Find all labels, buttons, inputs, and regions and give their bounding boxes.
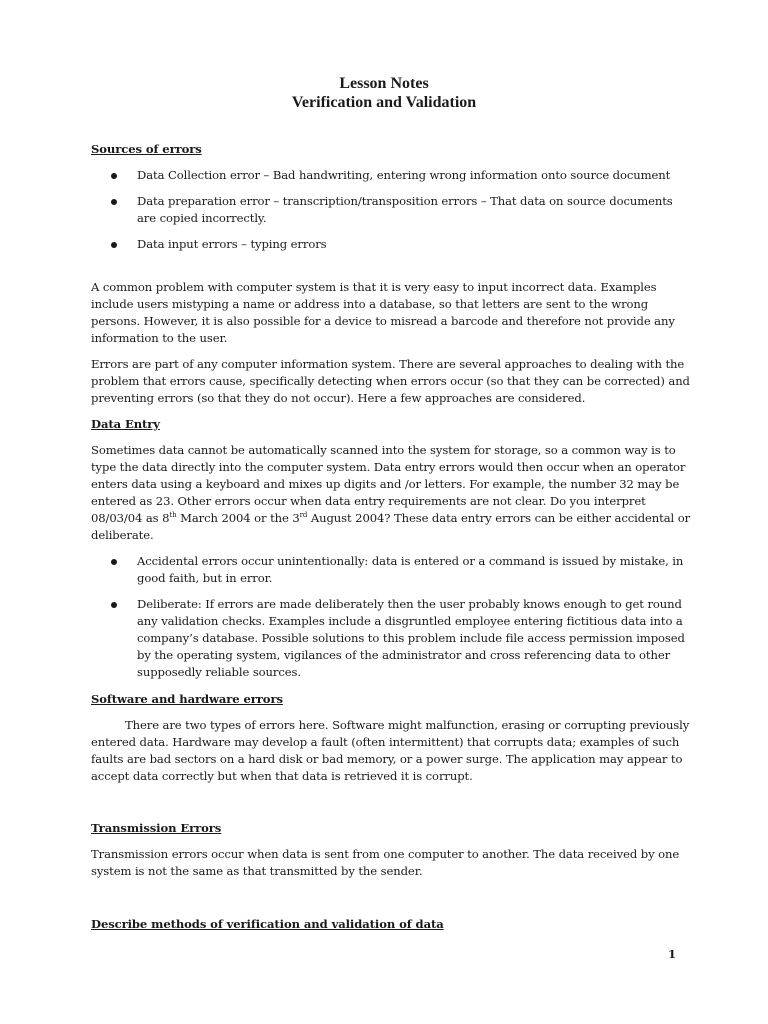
paragraph: There are two types of errors here. Software might malfunction, erasing or corrupting previously entered data. Hardware may develop a fault (often intermittent) that corrupts data; examples of such faults are bad sectors on a hard disk or bad memory, or a power surge. The application may appear to accept data correctly but when that data is retrieved it is corrupt. [91, 718, 690, 783]
superscript: th [169, 511, 177, 519]
bullet-icon [111, 173, 117, 179]
heading-software-hardware-errors: Software and hardware errors [91, 692, 283, 706]
document-body [91, 141, 691, 933]
paragraph-text: March 2004 or the 3 [176, 511, 300, 525]
list-item-text: Data preparation error – transcription/transposition errors – That data on source documents are copied incorrectly. [137, 194, 673, 225]
heading-transmission-errors: Transmission Errors [91, 821, 222, 835]
paragraph: Errors are part of any computer information system. There are several approaches to dealing with the problem that errors cause, specifically detecting when errors occur (so that they can be corrected) and preventing errors (so that they do not occur). Here a few approaches are considered. [91, 357, 690, 405]
list-item-text: Deliberate: If errors are made deliberately then the user probably knows enough to get round any validation checks. Examples include a disgruntled employee entering fictitious data into a company’s database. Possible solutions to this problem include file access permission imposed by the operating system, vigilances of the administrator and cross referencing data to other supposedly reliable sources. [137, 597, 685, 679]
list-item [91, 167, 691, 184]
heading-describe-methods: Describe methods of verification and validation of data [91, 917, 444, 931]
list-item-text: Data input errors – typing errors [137, 237, 327, 251]
data-entry-list [91, 553, 691, 681]
document-title [0, 74, 768, 112]
paragraph-text: August 2004? These data entry errors can be either accidental or deliberate. [91, 511, 691, 542]
title-line-2: Verification and Validation [291, 94, 477, 111]
list-item-text: Accidental errors occur unintentionally: data is entered or a command is issued by mistake, in good faith, but in error. [137, 554, 684, 585]
list-item [91, 193, 691, 227]
superscript: rd [299, 511, 308, 519]
bullet-icon [111, 602, 117, 608]
sources-list [91, 167, 691, 253]
list-item-text: Data Collection error – Bad handwriting, entering wrong information onto source document [137, 168, 671, 182]
list-item [91, 553, 691, 587]
list-item [91, 596, 691, 681]
paragraph: Transmission errors occur when data is sent from one computer to another. The data received by one system is not the same as that transmitted by the sender. [91, 847, 680, 878]
paragraph-text: Sometimes data cannot be automatically scanned into the system for storage, so a common way is to type the data directly into the computer system. Data entry errors would then occur when an operator enters data using a keyboard and mixes up digits and /or letters. For example, the number 32 may be entered as 23. Other errors occur when data entry requirements are not clear. Do you interpret 08/03/04 as 8 [91, 443, 686, 525]
bullet-icon [111, 559, 117, 565]
paragraph [91, 442, 691, 544]
title-line-1: Lesson Notes [339, 75, 429, 92]
list-item [91, 236, 691, 253]
bullet-icon [111, 199, 117, 205]
paragraph: A common problem with computer system is that it is very easy to input incorrect data. Examples include users mistyping a name or address into a database, so that letters are sent to the wrong persons. However, it is also possible for a device to misread a barcode and therefore not provide any information to the user. [91, 280, 675, 345]
heading-sources-of-errors: Sources of errors [91, 142, 202, 156]
heading-data-entry: Data Entry [91, 417, 160, 431]
page-number: 1 [668, 947, 677, 961]
bullet-icon [111, 242, 117, 248]
